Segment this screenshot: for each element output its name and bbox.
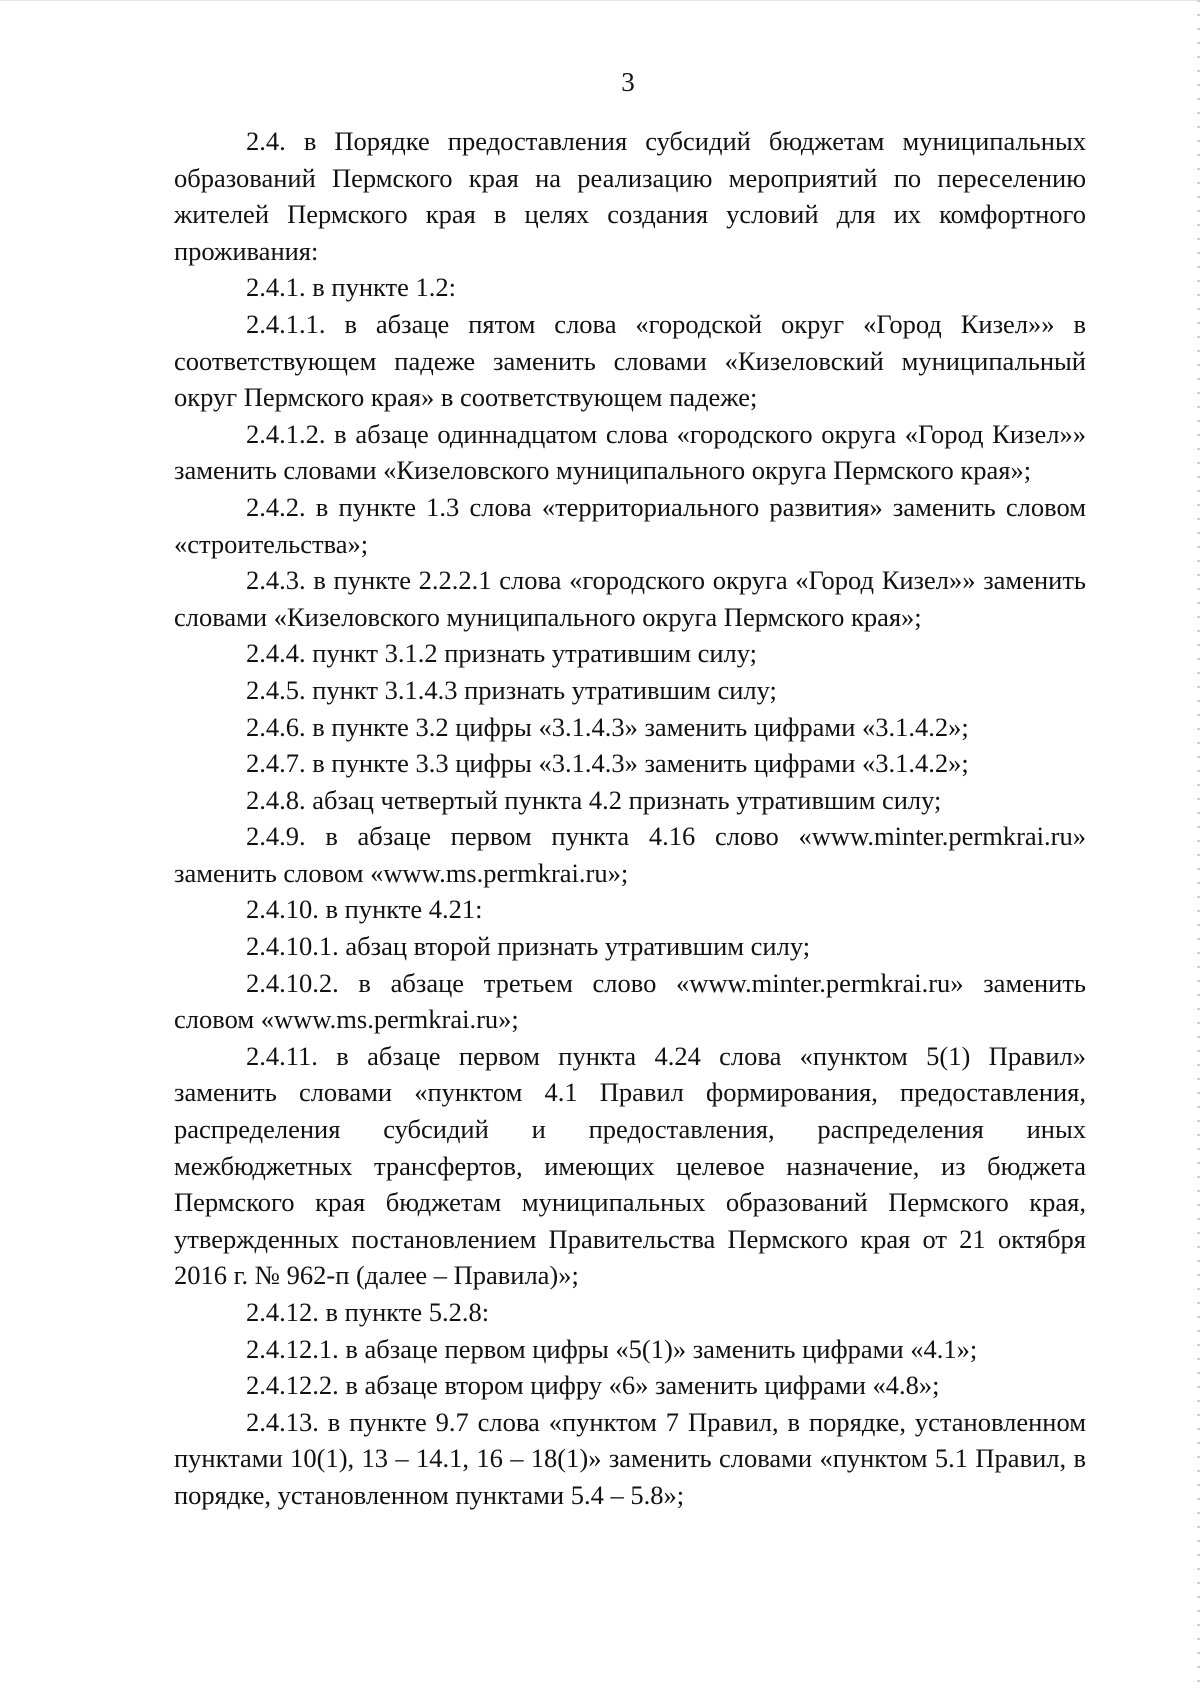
paragraph-2-4-2: 2.4.2. в пункте 1.3 слова «территориального развития» заменить словом «строительства»;: [174, 491, 1086, 559]
paragraph-2-4-1-1: 2.4.1.1. в абзаце пятом слова «городской округ «Город Кизел»» в соответствующем падеже заменить словами «Кизеловский муниципальный округ Пермского края» в соответствующем падеже;: [174, 308, 1086, 413]
document-body: [174, 123, 1086, 1514]
paragraph-2-4-8: 2.4.8. абзац четвертый пункта 4.2 признать утратившим силу;: [246, 784, 942, 815]
paragraph-2-4-3: 2.4.3. в пункте 2.2.2.1 слова «городского округа «Город Кизел»» заменить словами «Кизеловского муниципального округа Пермского края»;: [174, 565, 1086, 632]
paragraph-2-4-6: 2.4.6. в пункте 3.2 цифры «3.1.4.3» заменить цифрами «3.1.4.2»;: [246, 711, 969, 742]
paragraph-2-4-12-2: 2.4.12.2. в абзаце втором цифру «6» заменить цифрами «4.8»;: [246, 1370, 940, 1401]
paragraph-2-4-7: 2.4.7. в пункте 3.3 цифры «3.1.4.3» заменить цифрами «3.1.4.2»;: [246, 748, 969, 779]
paragraph-2-4-1: 2.4.1. в пункте 1.2:: [246, 272, 456, 303]
paragraph-2-4-10-2: 2.4.10.2. в абзаце третьем слово «www.minter.permkrai.ru» заменить словом «www.ms.permkrai.ru»;: [174, 967, 1086, 1035]
paragraph-2-4-12-1: 2.4.12.1. в абзаце первом цифры «5(1)» заменить цифрами «4.1»;: [246, 1333, 978, 1364]
paragraph-2-4-12: 2.4.12. в пункте 5.2.8:: [246, 1297, 490, 1327]
paragraph-2-4-5: 2.4.5. пункт 3.1.4.3 признать утратившим силу;: [246, 674, 777, 705]
page-number: 3: [621, 67, 635, 97]
paragraph-2-4-1-2: 2.4.1.2. в абзаце одиннадцатом слова «городского округа «Город Кизел»» заменить словами «Кизеловского муниципального округа Пермского края»;: [174, 418, 1086, 486]
paragraph-2-4-4: 2.4.4. пункт 3.1.2 признать утратившим силу;: [246, 638, 758, 669]
paragraph-2-4-10: 2.4.10. в пункте 4.21:: [246, 894, 483, 925]
paragraph-2-4-13: 2.4.13. в пункте 9.7 слова «пунктом 7 Правил, в порядке, установленном пунктами 10(1), 13 – 14.1, 16 – 18(1)» заменить словами «пунктом 5.1 Правил, в порядке, установленном пунктами 5.4 – 5.8»;: [174, 1406, 1086, 1510]
paragraph-2-4-11: 2.4.11. в абзаце первом пункта 4.24 слова «пунктом 5(1) Правил» заменить словами «пунктом 4.1 Правил формирования, предоставления, распределения субсидий и предоставления, распределения иных межбюджетных трансфертов, имеющих целевое назначение, из бюджета Пермского края бюджетам муниципальных образований Пермского края, утвержденных постановлением Правительства Пермского края от 21 октября 2016 г. № 962-п (далее – Правила)»;: [174, 1040, 1086, 1291]
paragraph-2-4: 2.4. в Порядке предоставления субсидий бюджетам муниципальных образований Пермского края на реализацию мероприятий по переселению жителей Пермского края в целях создания условий для их комфортного проживания:: [174, 126, 1086, 266]
paragraph-2-4-9: 2.4.9. в абзаце первом пункта 4.16 слово «www.minter.permkrai.ru» заменить словом «www.ms.permkrai.ru»;: [174, 821, 1086, 888]
paragraph-2-4-10-1: 2.4.10.1. абзац второй признать утратившим силу;: [246, 931, 811, 962]
